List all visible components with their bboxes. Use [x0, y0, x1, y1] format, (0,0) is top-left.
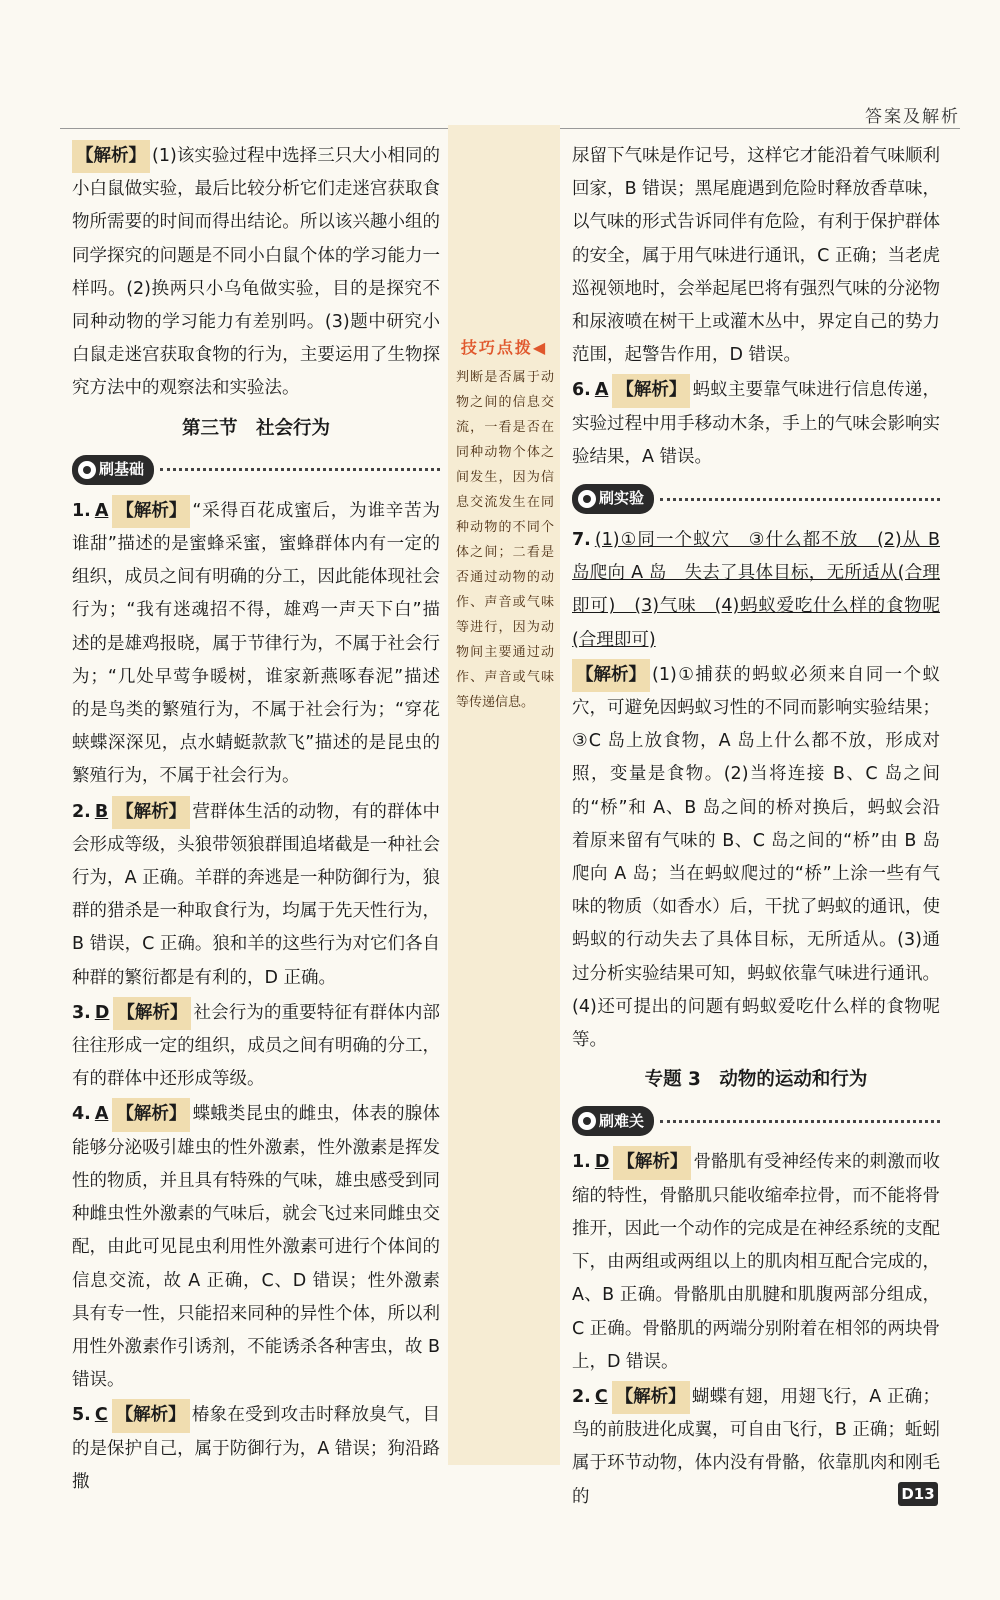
analysis-paragraph: 【解析】 (1)①捕获的蚂蚁必须来自同一个蚁穴，可避免因蚂蚁习性的不同而影响实验结果；③C 岛上放食物，A 岛上什么都不放，形成对照，变量是食物。(2)当将连接 B、C 岛之间的“桥”和 A、B 岛之间的桥对换后，蚂蚁会沿着原来留有气味的 B、C 岛之间的“桥”由 B 岛爬向 A 岛；当在蚂蚁爬过的“桥”上涂一些有气味的物质（如香水）后，干扰了蚂蚁的通讯，使蚂蚁的行动失去了具体目标，无所适从。(3)通过分析实验结果可知，蚂蚁依靠气味进行通讯。(4)还可提出的问题有蚂蚁爱吃什么样的食物呢等。 [572, 659, 940, 1057]
tips-text: 判断是否属于动物之间的信息交流，一看是否在同种动物个体之间发生，因为信息交流发生在同种动物的不同个体之间；二看是否通过动物的动作、声音或气味等进行，因为动物间主要通过动作、声音或气味等传递信息。 [456, 370, 554, 710]
question-item: 4. A 【解析】 蝶蛾类昆虫的雌虫，体表的腺体能够分泌吸引雄虫的性外激素，性外激素是挥发性的物质，并且具有特殊的气味，雄虫感受到同种雌虫性外激素的气味后，就会飞过来同雌虫交配，由此可见昆虫利用性外激素可进行个体间的信息交流，故 A 正确，C、D 错误；性外激素具有专一性，只能招来同种的异性个体，所以利用性外激素作引诱剂，不能诱杀各种害虫，故 B 错误。 [72, 1098, 440, 1397]
badge-experiment: 刷实验 [572, 484, 654, 514]
dotted-divider [160, 468, 440, 471]
stamp-icon [78, 461, 96, 479]
analysis-tag: 【解析】 [72, 140, 150, 173]
badge-row-experiment [572, 482, 940, 516]
question-item: 2. C 【解析】 蝴蝶有翅，用翅飞行，A 正确；鸟的前肢进化成翼，可自由飞行，B 正确；蚯蚓属于环节动物，体内没有骨骼，依靠肌肉和刚毛的 [572, 1381, 940, 1514]
page-header-title: 答案及解析 [865, 107, 960, 127]
stamp-icon [578, 490, 596, 508]
dotted-divider [660, 498, 940, 501]
section-title-social-behavior: 第三节 社会行为 [181, 417, 330, 439]
intro-text: (1)该实验过程中选择三只大小相同的小白鼠做实验，最后比较分析它们走迷宫获取食物所需要的时间而得出结论。所以该兴趣小组的同学探究的问题是不同小白鼠个体的学习能力一样吗。(2)换两只小乌龟做实验，目的是探究不同种动物的学习能力有差别吗。(3)题中研究小白鼠走迷宫获取食物的行为，主要运用了生物探究方法中的观察法和实验法。 [72, 146, 440, 399]
tips-sidebar [448, 125, 560, 1465]
intro-paragraph [72, 140, 440, 406]
left-column [72, 140, 440, 1501]
right-column [572, 140, 940, 1516]
question-item: 1. D 【解析】 骨骼肌有受神经传来的刺激而收缩的特性，骨骼肌只能收缩牵拉骨，而不能将骨推开，因此一个动作的完成是在神经系统的支配下，由两组或两组以上的肌肉相互配合完成的，A、B 正确。骨骼肌由肌腱和肌腹两部分组成，C 正确。骨骼肌的两端分别附着在相邻的两块骨上，D 错误。 [572, 1146, 940, 1378]
tips-title: 技巧点拨◀ [460, 338, 548, 357]
section-title-topic3: 专题 3 动物的运动和行为 [644, 1069, 868, 1091]
continued-paragraph: 尿留下气味是作记号，这样它才能沿着气味顺利回家，B 错误；黑尾鹿遇到危险时释放香草味，以气味的形式告诉同伴有危险，有利于保护群体的安全，属于用气味进行通讯，C 正确；当老虎巡视领地时，会举起尾巴将有强烈气味的分泌物和尿液喷在树干上或灌木丛中，界定自己的势力范围，起警告作用，D 错误。 [572, 146, 940, 366]
page-number: D13 [898, 1482, 938, 1506]
question-item: 2. B 【解析】 营群体生活的动物，有的群体中会形成等级，头狼带领狼群围追堵截是一种社会行为，A 正确。羊群的奔逃是一种防御行为，狼群的猎杀是一种取食行为，均属于先天性行为，B 错误，C 正确。狼和羊的这些行为对它们各自种群的繁衍都是有利的，D 正确。 [72, 796, 440, 995]
badge-basic: 刷基础 [72, 455, 154, 485]
badge-row-hard [572, 1104, 940, 1138]
question-item: 1. A 【解析】 “采得百花成蜜后，为谁辛苦为谁甜”描述的是蜜蜂采蜜，蜜蜂群体内有一定的组织，成员之间有明确的分工，因此能体现社会行为；“我有迷魂招不得，雄鸡一声天下白”描述的是雄鸡报晓，属于节律行为，不属于社会行为；“几处早莺争暖树，谁家新燕啄春泥”描述的是鸟类的繁殖行为，不属于社会行为；“穿花蛱蝶深深见，点水蜻蜓款款飞”描述的是昆虫的繁殖行为，不属于社会行为。 [72, 495, 440, 794]
stamp-icon [578, 1112, 596, 1130]
question-item: 6. A 【解析】 蚂蚁主要靠气味进行信息传递，实验过程中用手移动木条，手上的气味会影响实验结果，A 错误。 [572, 374, 940, 474]
badge-row-basic [72, 453, 440, 487]
question-item: 5. C 【解析】 椿象在受到攻击时释放臭气，目的是保护自己，属于防御行为，A 错误；狗沿路撒 [72, 1399, 440, 1499]
dotted-divider [660, 1120, 940, 1123]
question-item: 3. D 【解析】 社会行为的重要特征有群体内部往往形成一定的组织，成员之间有明确的分工，有的群体中还形成等级。 [72, 997, 440, 1097]
badge-hard: 刷难关 [572, 1106, 654, 1136]
question-item: 7. (1)①同一个蚁穴 ③什么都不放 (2)从 B 岛爬向 A 岛 失去了具体目标，无所适从(合理即可) (3)气味 (4)蚂蚁爱吃什么样的食物呢(合理即可) [572, 530, 940, 650]
answer-text: (1)①同一个蚁穴 ③什么都不放 (2)从 B 岛爬向 A 岛 失去了具体目标，无所适从(合理即可) (3)气味 (4)蚂蚁爱吃什么样的食物呢(合理即可) [572, 530, 940, 650]
